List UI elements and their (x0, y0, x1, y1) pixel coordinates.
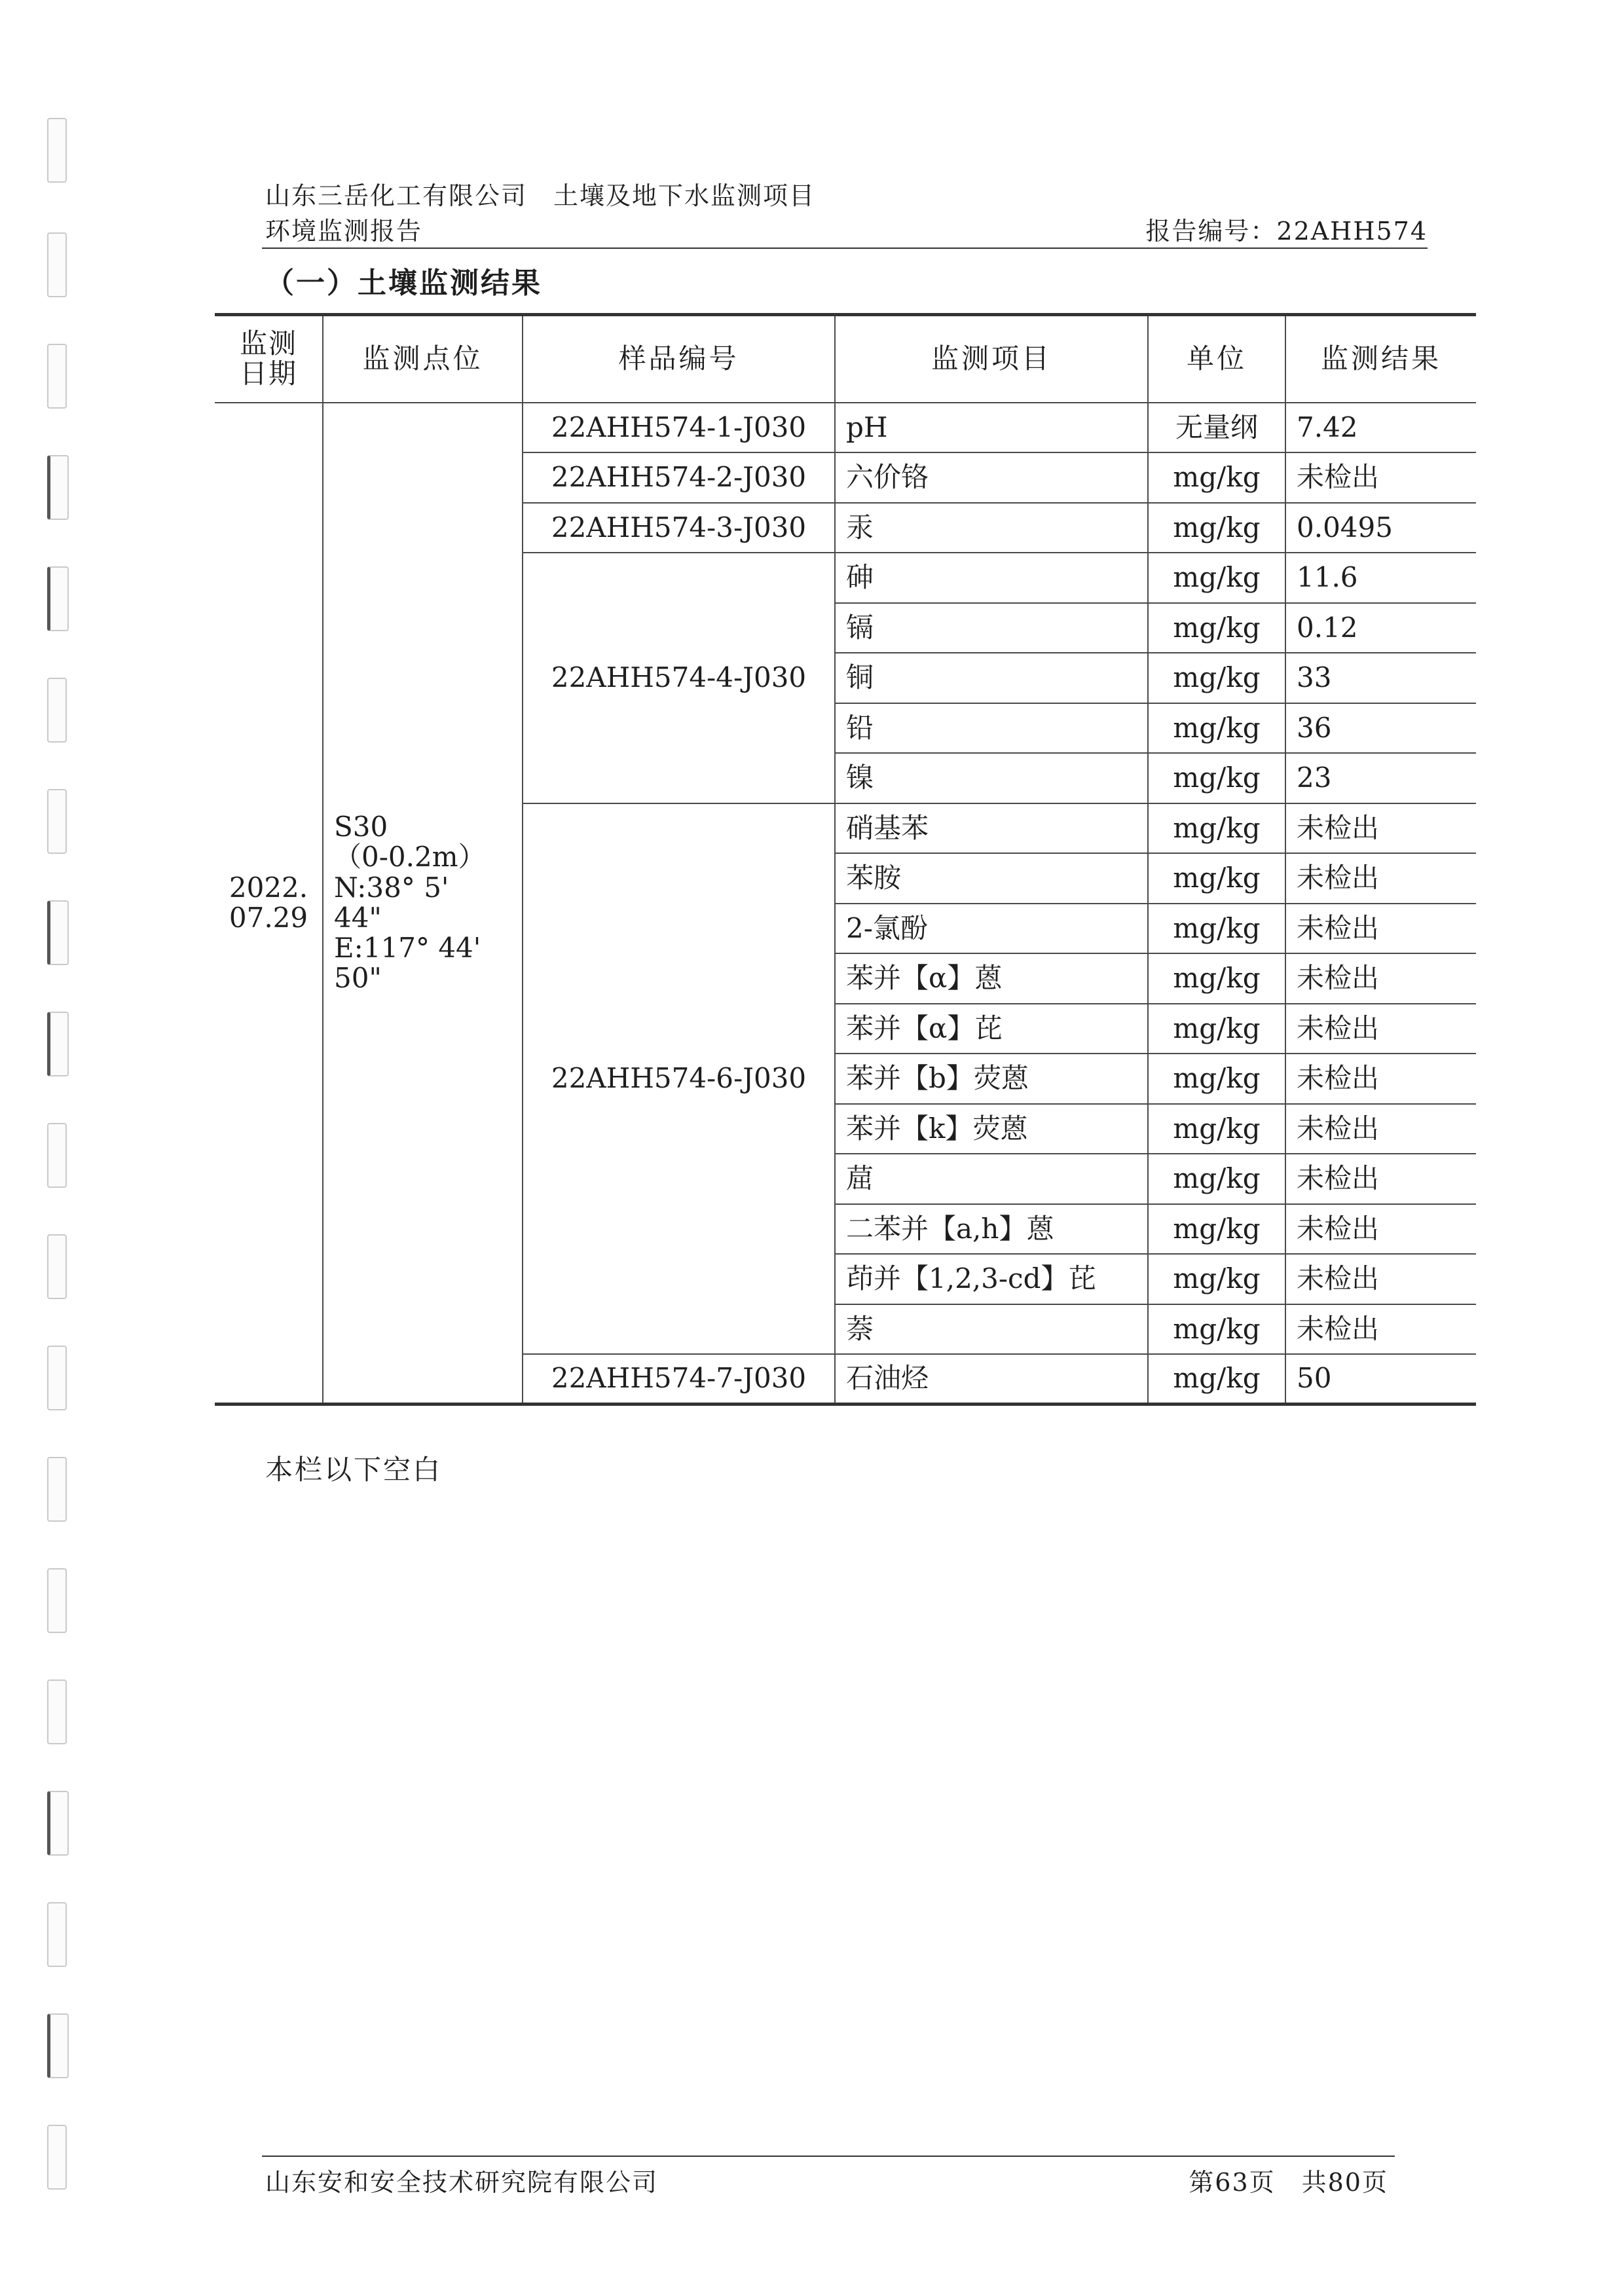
cell-result: 未检出 (1285, 1204, 1476, 1255)
cell-unit: 无量纲 (1148, 403, 1285, 453)
cell-sample-id: 22AHH574-2-J030 (523, 452, 835, 503)
col-header-result: 监测结果 (1285, 315, 1476, 403)
table-header-row (215, 315, 1476, 403)
cell-item: 2-氯酚 (835, 904, 1148, 954)
table-row (215, 403, 1476, 453)
cell-result: 未检出 (1285, 904, 1476, 954)
cell-item: 铜 (835, 653, 1148, 703)
cell-unit: mg/kg (1148, 1054, 1285, 1104)
binder-hole (47, 1902, 67, 1967)
binder-hole (47, 566, 69, 631)
col-header-unit: 单位 (1148, 315, 1285, 403)
col-header-sample-id: 样品编号 (523, 315, 835, 403)
cell-unit: mg/kg (1148, 1304, 1285, 1355)
cell-unit: mg/kg (1148, 953, 1285, 1004)
cell-item: 硝基苯 (835, 803, 1148, 854)
binder-hole (47, 1457, 67, 1522)
col-header-point: 监测点位 (323, 315, 523, 403)
cell-unit: mg/kg (1148, 1254, 1285, 1304)
cell-unit: mg/kg (1148, 1354, 1285, 1405)
binder-hole (47, 1123, 67, 1188)
cell-item: 茚并【1,2,3-cd】芘 (835, 1254, 1148, 1304)
binder-hole (47, 1012, 69, 1076)
cell-result: 50 (1285, 1354, 1476, 1405)
cell-result: 未检出 (1285, 1054, 1476, 1104)
cell-sample-id: 22AHH574-1-J030 (523, 403, 835, 453)
cell-unit: mg/kg (1148, 1204, 1285, 1255)
binder-hole (47, 1346, 67, 1410)
binder-hole (47, 1234, 67, 1299)
cell-result: 未检出 (1285, 452, 1476, 503)
cell-item: 六价铬 (835, 452, 1148, 503)
cell-result: 7.42 (1285, 403, 1476, 453)
section-title: （一）土壤监测结果 (265, 266, 542, 300)
header-report-number: 报告编号：22AHH574 (1145, 217, 1428, 246)
cell-result: 0.12 (1285, 603, 1476, 653)
cell-result: 36 (1285, 703, 1476, 754)
cell-result: 未检出 (1285, 803, 1476, 854)
cell-unit: mg/kg (1148, 703, 1285, 754)
cell-item: 汞 (835, 503, 1148, 553)
binder-hole (47, 344, 67, 409)
cell-item: 萘 (835, 1304, 1148, 1355)
binder-hole (47, 2125, 67, 2190)
cell-result: 23 (1285, 753, 1476, 803)
binder-hole (47, 1568, 67, 1633)
binder-hole (47, 2013, 69, 2078)
cell-item: 苯并【k】荧蒽 (835, 1104, 1148, 1154)
cell-result: 未检出 (1285, 1004, 1476, 1054)
cell-item: 二苯并【a,h】蒽 (835, 1204, 1148, 1255)
cell-point: S30 （0-0.2m） N:38° 5' 44" E:117° 44' 50" (323, 403, 523, 1405)
header-company-project: 山东三岳化工有限公司 土壤及地下水监测项目 (265, 181, 816, 210)
cell-result: 未检出 (1285, 1254, 1476, 1304)
footer-institute: 山东安和安全技术研究院有限公司 (265, 2168, 659, 2197)
binder-hole (47, 455, 69, 520)
cell-date: 2022. 07.29 (215, 403, 323, 1405)
cell-result: 未检出 (1285, 1154, 1476, 1204)
soil-results-table (215, 313, 1476, 1406)
binder-hole (47, 900, 69, 965)
cell-unit: mg/kg (1148, 603, 1285, 653)
header-rule (262, 248, 1428, 249)
cell-item: 苯并【b】荧蒽 (835, 1054, 1148, 1104)
cell-result: 未检出 (1285, 953, 1476, 1004)
binder-hole (47, 232, 67, 297)
cell-item: 苯胺 (835, 853, 1148, 904)
cell-unit: mg/kg (1148, 553, 1285, 603)
binder-hole (47, 1680, 67, 1744)
cell-result: 未检出 (1285, 1104, 1476, 1154)
cell-result: 未检出 (1285, 853, 1476, 904)
cell-result: 11.6 (1285, 553, 1476, 603)
binder-hole (47, 789, 67, 854)
col-header-item: 监测项目 (835, 315, 1148, 403)
cell-unit: mg/kg (1148, 853, 1285, 904)
cell-sample-id: 22AHH574-6-J030 (523, 803, 835, 1355)
footer-page-info: 第63页 共80页 (1189, 2168, 1388, 2197)
cell-unit: mg/kg (1148, 1004, 1285, 1054)
blank-note: 本栏以下空白 (265, 1454, 443, 1486)
cell-unit: mg/kg (1148, 803, 1285, 854)
cell-item: pH (835, 403, 1148, 453)
cell-sample-id: 22AHH574-3-J030 (523, 503, 835, 553)
cell-item: 砷 (835, 553, 1148, 603)
cell-unit: mg/kg (1148, 1154, 1285, 1204)
cell-item: 苯并【α】芘 (835, 1004, 1148, 1054)
cell-sample-id: 22AHH574-4-J030 (523, 553, 835, 803)
cell-item: 䓛 (835, 1154, 1148, 1204)
binder-hole (47, 678, 67, 743)
cell-result: 0.0495 (1285, 503, 1476, 553)
cell-unit: mg/kg (1148, 452, 1285, 503)
cell-item: 镉 (835, 603, 1148, 653)
cell-item: 苯并【α】蒽 (835, 953, 1148, 1004)
cell-sample-id: 22AHH574-7-J030 (523, 1354, 835, 1405)
cell-unit: mg/kg (1148, 753, 1285, 803)
binder-hole (47, 1791, 69, 1856)
cell-result: 33 (1285, 653, 1476, 703)
footer-rule (262, 2156, 1395, 2157)
cell-unit: mg/kg (1148, 1104, 1285, 1154)
cell-item: 镍 (835, 753, 1148, 803)
col-header-date: 监测 日期 (215, 315, 323, 403)
cell-unit: mg/kg (1148, 904, 1285, 954)
cell-unit: mg/kg (1148, 653, 1285, 703)
cell-item: 石油烃 (835, 1354, 1148, 1405)
header-report-type: 环境监测报告 (265, 217, 423, 246)
cell-result: 未检出 (1285, 1304, 1476, 1355)
cell-unit: mg/kg (1148, 503, 1285, 553)
binder-hole (47, 118, 67, 183)
cell-item: 铅 (835, 703, 1148, 754)
